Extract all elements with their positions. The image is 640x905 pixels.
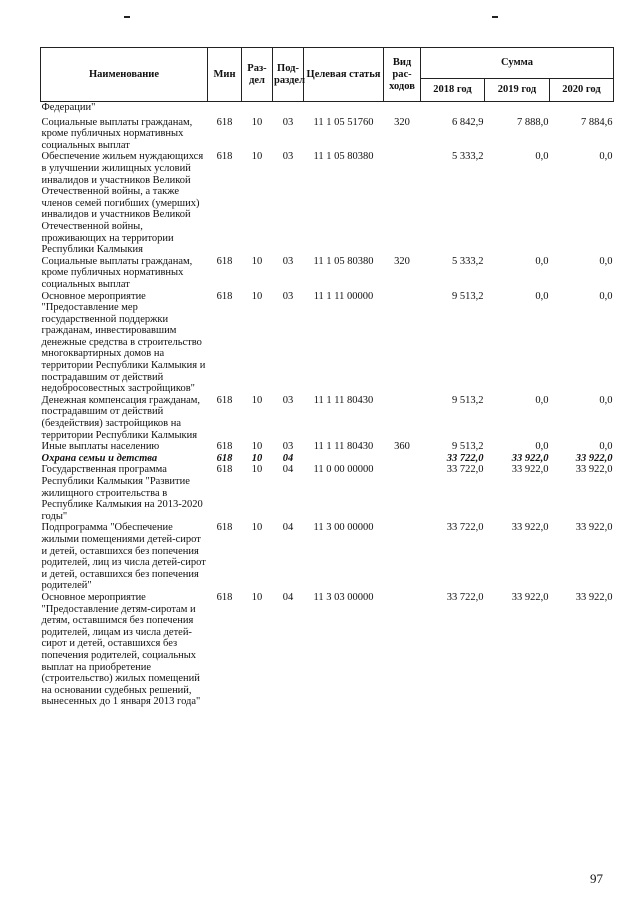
- row-name: Иные выплаты населению: [41, 441, 160, 453]
- row-sum-2019: 33 922,0: [511, 452, 549, 464]
- row-sum-2020: 7 884,6: [581, 116, 613, 128]
- header-year-2020: 2020 год: [550, 79, 614, 102]
- row-sum-2018: 9 513,2: [452, 394, 484, 406]
- row-target: 11 1 11 00000: [313, 290, 374, 302]
- row-name: Социальные выплаты гражданам, кроме публичных нормативных социальных выплат: [41, 255, 193, 290]
- scan-mark-right: [492, 16, 498, 18]
- row-sum-2020: 33 922,0: [575, 591, 613, 603]
- header-name: Наименование: [41, 48, 208, 102]
- row-target: 11 1 05 51760: [313, 116, 374, 128]
- row-name: Обеспечение жильем нуждающихся в улучшении жилищных условий инвалидов и участников Великой Отечественной войны, а также членов семей погибших (умерших) инвалидов и участников Великой Отечественной войны, проживающих на территории Республики Калмыкия: [41, 151, 204, 256]
- row-sum-2019: 0,0: [535, 394, 549, 406]
- row-sum-2020: 0,0: [599, 394, 613, 406]
- header-razdel: Раз-дел: [242, 48, 273, 102]
- row-min: 618: [216, 522, 233, 534]
- row-sum-2018: [421, 102, 485, 117]
- row-name: Социальные выплаты гражданам, кроме публичных нормативных социальных выплат: [41, 116, 193, 151]
- header-sum: Сумма: [421, 48, 614, 79]
- row-podrazdel: 03: [282, 441, 294, 453]
- row-vid: [384, 453, 421, 465]
- row-target: [304, 102, 384, 117]
- table-row: [41, 395, 614, 441]
- header-year-2019: 2019 год: [485, 79, 550, 102]
- row-name: Основное мероприятие "Предоставление мер государственной поддержки гражданам, инвестировавшим денежные средства в строительство многоквартирных домов на территории Республики Калмыкия и пострадавшим от действий недобросовестных застройщиков": [41, 290, 206, 395]
- row-sum-2020: 0,0: [599, 441, 613, 453]
- row-vid: [384, 592, 421, 708]
- row-min: 618: [216, 441, 233, 453]
- row-sum-2019: 33 922,0: [511, 464, 549, 476]
- row-target: 11 3 00 00000: [313, 522, 374, 534]
- row-sum-2020: 0,0: [599, 290, 613, 302]
- row-razdel: 10: [251, 151, 263, 163]
- row-podrazdel: 03: [282, 255, 294, 267]
- row-min: [208, 102, 242, 117]
- table-row: [41, 151, 614, 255]
- scan-mark-left: [124, 16, 130, 18]
- row-target: 11 1 11 80430: [313, 394, 374, 406]
- row-razdel: 10: [251, 116, 263, 128]
- row-sum-2018: 9 513,2: [452, 441, 484, 453]
- row-name: Подпрограмма "Обеспечение жилыми помещениями детей-сирот и детей, оставшихся без попечения родителей, лиц из числа детей-сирот и детей, оставшихся без попечения родителей": [41, 522, 206, 592]
- row-sum-2019: 0,0: [535, 290, 549, 302]
- header-target: Целевая статья: [304, 48, 384, 102]
- header-podrazdel: Под-раздел: [273, 48, 304, 102]
- table-row: [41, 256, 614, 291]
- row-name: Денежная компенсация гражданам, пострадавшим от действий (бездействия) застройщиков на территории Республики Калмыкия: [41, 394, 201, 441]
- row-min: 618: [216, 464, 233, 476]
- row-sum-2020: 0,0: [599, 151, 613, 163]
- header-year-2018: 2018 год: [421, 79, 485, 102]
- budget-table: [40, 47, 614, 708]
- row-min: 618: [216, 255, 233, 267]
- row-sum-2018: 5 333,2: [452, 151, 484, 163]
- row-name: Охрана семьи и детства: [41, 452, 158, 464]
- row-min: 618: [216, 290, 233, 302]
- row-min: 618: [216, 116, 233, 128]
- row-podrazdel: 03: [282, 116, 294, 128]
- row-sum-2020: 33 922,0: [575, 464, 613, 476]
- table-row: [41, 453, 614, 465]
- row-target: 11 1 11 80430: [313, 441, 374, 453]
- row-target: 11 3 03 00000: [313, 591, 374, 603]
- row-vid: [384, 102, 421, 117]
- row-sum-2018: 33 722,0: [446, 591, 484, 603]
- row-sum-2020: [550, 102, 614, 117]
- table-row: [41, 117, 614, 152]
- table-row: [41, 522, 614, 592]
- header-min: Мин: [208, 48, 242, 102]
- row-podrazdel: 04: [282, 591, 294, 603]
- row-razdel: [242, 102, 273, 117]
- row-name: Основное мероприятие "Предоставление детям-сиротам и детям, оставшимся без попечения родителей, лицам из числа детей-сирот и детей, оставшихся без попечения родителей, социальных выплат на приобретение (строительство) жилых помещений на основании судебных решений, вынесенных до 1 января 2013 года": [41, 591, 201, 708]
- row-sum-2020: 33 922,0: [575, 452, 613, 464]
- row-sum-2019: 33 922,0: [511, 591, 549, 603]
- row-target: 11 0 00 00000: [313, 464, 374, 476]
- row-sum-2019: 33 922,0: [511, 522, 549, 534]
- row-sum-2018: 33 722,0: [446, 464, 484, 476]
- row-vid: 360: [394, 441, 410, 453]
- table-row: [41, 102, 614, 117]
- row-min: 618: [216, 452, 233, 464]
- row-razdel: 10: [251, 441, 263, 453]
- table-row: [41, 464, 614, 522]
- row-sum-2020: 0,0: [599, 255, 613, 267]
- table-row: [41, 592, 614, 708]
- row-min: 618: [216, 394, 233, 406]
- row-min: 618: [216, 591, 233, 603]
- row-vid: [384, 151, 421, 255]
- row-podrazdel: 04: [282, 522, 294, 534]
- row-sum-2018: 33 722,0: [446, 522, 484, 534]
- row-sum-2019: 0,0: [535, 255, 549, 267]
- row-target: 11 1 05 80380: [313, 255, 374, 267]
- row-name: Государственная программа Республики Калмыкия "Развитие жилищного строительства в Республике Калмыкия на 2013-2020 годы": [41, 464, 203, 522]
- row-sum-2019: 7 888,0: [517, 116, 549, 128]
- row-sum-2020: 33 922,0: [575, 522, 613, 534]
- header-vid: Вид рас-ходов: [384, 48, 421, 102]
- page-number: 97: [590, 871, 603, 886]
- row-vid: 320: [394, 116, 410, 128]
- row-min: 618: [216, 151, 233, 163]
- row-podrazdel: [273, 102, 304, 117]
- row-razdel: 10: [251, 452, 263, 464]
- row-sum-2018: 33 722,0: [446, 452, 484, 464]
- row-sum-2019: 0,0: [535, 441, 549, 453]
- row-podrazdel: 03: [282, 151, 294, 163]
- table-row: [41, 441, 614, 453]
- row-vid: [384, 522, 421, 592]
- row-razdel: 10: [251, 591, 263, 603]
- row-podrazdel: 03: [282, 290, 294, 302]
- table-row: [41, 291, 614, 395]
- row-razdel: 10: [251, 394, 263, 406]
- row-target: [304, 453, 384, 465]
- row-vid: [384, 291, 421, 395]
- row-name: Федерации": [41, 102, 96, 113]
- row-sum-2018: 5 333,2: [452, 255, 484, 267]
- row-sum-2018: 9 513,2: [452, 290, 484, 302]
- row-sum-2019: [485, 102, 550, 117]
- row-vid: [384, 395, 421, 441]
- row-sum-2018: 6 842,9: [452, 116, 484, 128]
- row-razdel: 10: [251, 290, 263, 302]
- row-vid: 320: [394, 255, 410, 267]
- row-sum-2019: 0,0: [535, 151, 549, 163]
- row-razdel: 10: [251, 255, 263, 267]
- row-podrazdel: 04: [282, 452, 294, 464]
- row-podrazdel: 03: [282, 394, 294, 406]
- row-vid: [384, 464, 421, 522]
- row-razdel: 10: [251, 522, 263, 534]
- row-target: 11 1 05 80380: [313, 151, 374, 163]
- row-podrazdel: 04: [282, 464, 294, 476]
- row-razdel: 10: [251, 464, 263, 476]
